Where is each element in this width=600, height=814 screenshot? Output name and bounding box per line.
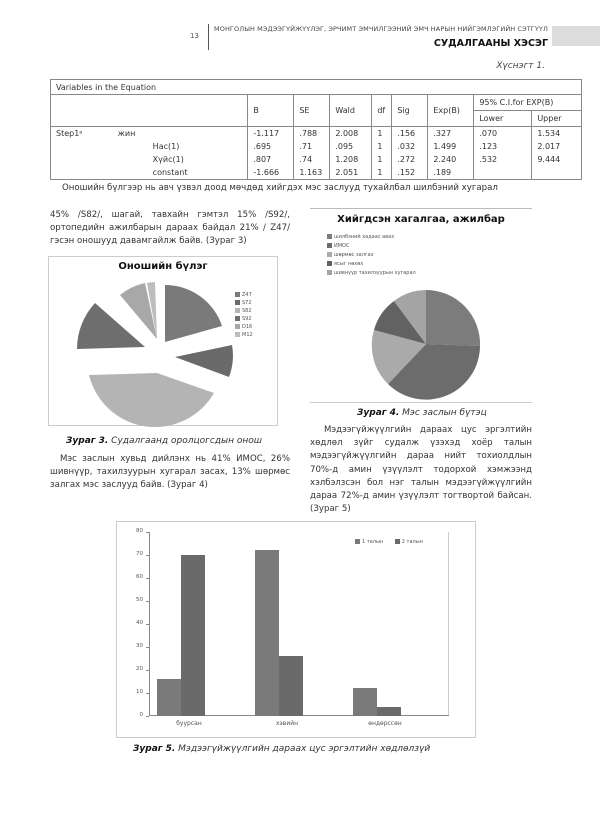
- page-header: [0, 22, 600, 52]
- legend-label: Z47: [242, 292, 252, 298]
- y-tick-label: 80: [136, 528, 143, 534]
- legend-label: 1 талын: [362, 539, 384, 545]
- cell-b: -1.666: [248, 166, 294, 180]
- cell-df: 1: [372, 140, 392, 153]
- cell-sig: .272: [392, 153, 428, 166]
- row-var: Хүйс(1): [113, 153, 248, 166]
- col-header-ci: 95% C.I.for EXP(B): [474, 95, 582, 111]
- cell-lower: .532: [474, 153, 532, 166]
- hemodynamics-bar-chart: [116, 521, 476, 738]
- cell-lower: .070: [474, 127, 532, 141]
- cell-lower: .123: [474, 140, 532, 153]
- chart-legend: [235, 291, 253, 339]
- legend-label: S72: [242, 300, 252, 306]
- legend-swatch: [235, 332, 240, 337]
- legend-swatch: [235, 316, 240, 321]
- page-number: 13: [190, 32, 199, 40]
- y-tick-label: 20: [136, 666, 143, 672]
- cell-expb: 2.240: [428, 153, 474, 166]
- bar-2-talyn-khevin: [279, 656, 303, 716]
- cell-wald: .095: [330, 140, 372, 153]
- y-tick-label: 60: [136, 574, 143, 580]
- cell-df: 1: [372, 153, 392, 166]
- y-tick-label: 70: [136, 551, 143, 557]
- caption-text: Мэс заслын бүтэц: [399, 408, 487, 418]
- col-header-sig: Sig: [392, 95, 428, 127]
- caption-number: Зураг 5.: [133, 744, 176, 754]
- cell-upper: 1.534: [532, 127, 582, 141]
- step-label: Step1ᵃ: [51, 127, 113, 141]
- caption-number: Зураг 3.: [66, 436, 109, 446]
- legend-swatch: [355, 539, 360, 544]
- plot-area: [136, 528, 449, 718]
- diagnosis-pie-chart: [48, 256, 278, 426]
- col-header-lower: Lower: [474, 111, 532, 127]
- cell-expb: 1.499: [428, 140, 474, 153]
- cell-wald: 2.008: [330, 127, 372, 141]
- cell-expb: .189: [428, 166, 474, 180]
- cell-sig: .032: [392, 140, 428, 153]
- cell-se: .71: [294, 140, 330, 153]
- table-title: Variables in the Equation: [51, 80, 582, 95]
- table-row: [51, 166, 582, 180]
- cell-upper: 2.017: [532, 140, 582, 153]
- row-var: constant: [113, 166, 248, 180]
- col-header-se: SE: [294, 95, 330, 127]
- figure-5-caption: [133, 744, 430, 754]
- legend-label: D16: [242, 324, 253, 330]
- legend-swatch: [235, 324, 240, 329]
- cell-se: .74: [294, 153, 330, 166]
- bar-1-talyn-khevin: [255, 550, 279, 716]
- figure-4-caption: [357, 408, 487, 418]
- col-header-b: B: [248, 95, 294, 127]
- legend-swatch: [395, 539, 400, 544]
- cell-b: -1.117: [248, 127, 294, 141]
- bar-1-talyn-ondorsson: [353, 688, 377, 716]
- y-axis: [149, 532, 150, 716]
- y-tick-label: 30: [136, 643, 143, 649]
- body-paragraph: Мэс заслын хувьд дийлэнх нь 41% ИМОС, 26% шивнүүр, тахилзуурын хугарал засах, 13% шөрмөс залгах мэс заслууд байв. (Зураг 4): [50, 454, 290, 491]
- legend-label: S82: [242, 308, 252, 314]
- chart-title: Оношийн бүлэг: [118, 261, 208, 272]
- table-row: [51, 127, 582, 141]
- cell-upper: [532, 166, 582, 180]
- cell-se: .788: [294, 127, 330, 141]
- y-tick-label: 0: [139, 712, 143, 718]
- table-label: Хүснэгт 1.: [496, 61, 545, 71]
- legend-swatch: [235, 308, 240, 313]
- caption-text: Мэдээгүйжүүлгийн дараах цус эргэлтийн хөдлөлзүй: [175, 744, 431, 754]
- x-tick-label: буурсан: [176, 720, 202, 727]
- cell-wald: 2.051: [330, 166, 372, 180]
- section-title: СУДАЛГААНЫ ХЭСЭГ: [433, 38, 548, 49]
- col-header-wald: Wald: [330, 95, 372, 127]
- x-tick-label: хэвийн: [275, 720, 299, 727]
- cell-upper: 9.444: [532, 153, 582, 166]
- y-tick-label: 40: [136, 620, 143, 626]
- legend-swatch: [235, 300, 240, 305]
- cell-b: .695: [248, 140, 294, 153]
- cell-df: 1: [372, 127, 392, 141]
- legend-label: ИМОС: [334, 243, 350, 249]
- journal-title: МОНГОЛЫН МЭДЭЭГҮЙЖҮҮЛЭГ, ЭРЧИМТ ЭМЧИЛГЭЭНИЙ ЭМЧ НАРЫН НИЙГЭМЛЭГИЙН СЭТГҮҮЛ: [214, 25, 548, 33]
- col-header-expb: Exp(B): [428, 95, 474, 127]
- x-tick-label: өндөрссөн: [368, 720, 402, 727]
- cell-wald: 1.208: [330, 153, 372, 166]
- legend-swatch: [235, 292, 240, 297]
- body-paragraph: Оношийн бүлгээр нь авч үзвэл доод мөчдөд хийгдэх мэс заслууд тухайлбал шилбэний хугарал: [62, 183, 498, 193]
- pie-graphic: [310, 209, 532, 404]
- cell-se: 1.163: [294, 166, 330, 180]
- y-tick-label: 50: [136, 597, 143, 603]
- cell-b: .807: [248, 153, 294, 166]
- header-divider: [208, 24, 209, 50]
- cell-sig: .156: [392, 127, 428, 141]
- cell-sig: .152: [392, 166, 428, 180]
- legend-label: 2 талын: [401, 539, 423, 545]
- legend-label: S92: [242, 316, 252, 322]
- y-tick-label: 10: [136, 689, 143, 695]
- table-row: [51, 140, 582, 153]
- body-paragraph: 45% /S82/, шагай, тавхайн гэмтэл 15% /S92/, ортопедийн ажилбарын дараах байдал 21% / Z47/ гэсэн оношууд давамгайлж байв. (Зураг 3): [50, 210, 290, 247]
- legend-label: ясыг нөхөх: [334, 261, 364, 267]
- legend-label: M12: [242, 332, 253, 338]
- col-header-upper: Upper: [532, 111, 582, 127]
- row-var: жин: [113, 127, 248, 141]
- figure-3-caption: [66, 436, 262, 446]
- table-row: [51, 153, 582, 166]
- header-tab-decoration: [552, 26, 600, 46]
- pie-graphic: [49, 257, 279, 427]
- row-var: Нас(1): [113, 140, 248, 153]
- legend-label: шөрмөс залгах: [334, 252, 374, 258]
- cell-lower: [474, 166, 532, 180]
- bar-2-talyn-buursan: [181, 555, 205, 716]
- chart-legend: [355, 538, 433, 546]
- legend-label: шилбэний хадаас авах: [334, 234, 395, 240]
- bar-2-talyn-ondorsson: [377, 707, 401, 716]
- body-paragraph: Мэдээгүйжүүлгийн дараах цус эргэлтийн хөдлөл зүйг судалж үзэхэд хоёр талын мэдээгүйжүүлгийн дараа нийт тохиолдлын 70%-д амин үзүүлэлт тодорхой хэмжээнд хэлбэлзсэн бол нэг талын мэдээгүйжүүлгийн дараа 72%-д амин үзүүлэлт тогтвортой байсан. (Зураг 5): [310, 425, 532, 515]
- col-header-df: df: [372, 95, 392, 127]
- caption-text: Судалгаанд оролцогсдын онош: [108, 436, 262, 446]
- surgery-pie-chart: [310, 208, 532, 403]
- caption-number: Зураг 4.: [357, 408, 400, 418]
- legend-label: шивнүүр тахилзуурын хугарал: [334, 270, 416, 276]
- cell-expb: .327: [428, 127, 474, 141]
- chart-title: Хийгдсэн хагалгаа, ажилбар: [337, 214, 505, 225]
- header-blank: [51, 95, 248, 127]
- regression-table: [50, 79, 582, 180]
- bar-1-talyn-buursan: [157, 679, 181, 716]
- cell-df: 1: [372, 166, 392, 180]
